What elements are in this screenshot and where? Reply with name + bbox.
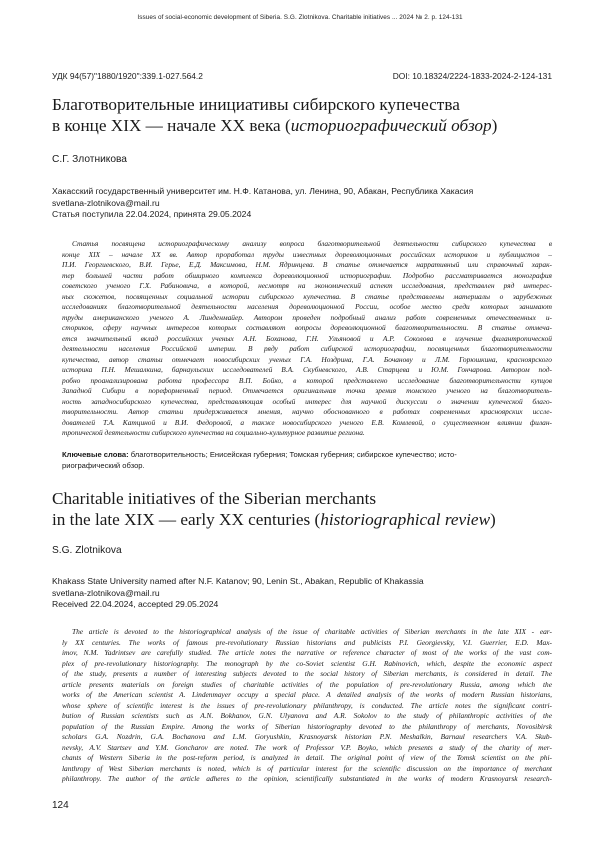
- keywords-line-1: [62, 450, 552, 461]
- abstract-line: philanthropy. The author of the article adheres to the opinion, scientifically substantiated in the works of modern Krasnoyarsk research-: [62, 774, 552, 783]
- abstract-line: chants of Western Siberia in the post-reform period, is analyzed in detail. The original point of view of the Tomsk scientist on the phi-: [62, 753, 552, 762]
- abstract-line: П.И. Георгиевского, В.И. Герье, Е.Д. Максимова, Н.М. Ядринцева. В статье отмечается нарративный или справочный харак-: [62, 260, 552, 269]
- abstract-line: ных сюжетов, посвященных социальной истории сибирского купечества. В статье представлены материалы о зарубежных: [62, 291, 552, 301]
- abstract-line: историка П.Н. Мешалкина, барнаульских исследователей В.А. Скубневского, А.В. Старцева и Ю.М. Гончарова. Автором под-: [62, 365, 552, 374]
- abstract-line: ется значительный вклад российских ученых А.Н. Боханова, Г.Н. Ульяновой и А.Р. Соколова в изучение филантропической: [62, 333, 552, 343]
- abstract-line: деятельности населения Российской империи. В ряду работ сибирской историографии, посвященных благотворительности: [62, 344, 552, 353]
- abstract-line: советского ученого Г.Х. Рабиновича, в которой, несмотря на экономический аспект исследования, представлен ряд интерес-: [62, 281, 552, 290]
- abstract-line: тер большей части работ обширного комплекса дореволюционной историографии. Подробно рассматривается монография: [62, 270, 552, 280]
- affiliation-russian: [52, 186, 552, 221]
- title-russian-line-2: в конце XIX — начале XX века (историографический обзор): [52, 116, 498, 135]
- received-english: Received 22.04.2024, accepted 29.05.2024: [52, 599, 219, 610]
- abstract-line: article presents materials on foreign studies of charitable activities of the population of pre-revolutionary Russia, among which the: [62, 679, 552, 689]
- keywords-line-2: риографический обзор.: [62, 460, 145, 470]
- udk-code: УДК 94(57)"1880/1920":339.1-027.564.2: [52, 71, 203, 81]
- abstract-line: works of the American scientist A. Lindenmayer occupy a special place. A detailed analysis of the works of modern Russian historians,: [62, 690, 552, 699]
- title-english-italic: historiographical review: [320, 510, 491, 529]
- abstract-line: дователей Т.А. Катциной и В.И. Федоровой, а также новосибирского ученого Е.В. Комлевой, о существенном влиянии филан-: [62, 417, 552, 427]
- abstract-line: ность западносибирского купечества, представляющая особый интерес для научной дискуссии о значении купеческой благо-: [62, 396, 552, 406]
- title-russian-italic: историографический обзор: [290, 116, 492, 135]
- abstract-line: whose sphere of scientific interest is the issues of pre-revolutionary philanthropy, is conducted. The article notes the significant contri-: [62, 700, 552, 710]
- abstract-line: lanthropy of West Siberian merchants is noted, which is of particular interest for the scientific discussion on the importance of merchant: [62, 763, 552, 773]
- abstract-line: imov, N.M. Yadrintsev are carefully studied. The article notes the narrative or reference character of most of the works of the vast com-: [62, 648, 552, 657]
- abstract-line: конце XIX – начале XX вв. Автор проработал труды известных дореволюционных российских историков и публицистов –: [62, 249, 552, 259]
- doi-code: DOI: 10.18324/2224-1833-2024-2-124-131: [392, 71, 552, 81]
- abstract-line: купечества, автор статьи отмечает новосибирских ученых Г.А. Ноздрина, Г.А. Бочанову и Л.М. Горюшкина, красноярского: [62, 354, 552, 364]
- abstract-line: The article is devoted to the historiographical analysis of the issue of charitable activities of Siberian merchants in the late XIX - ear-: [72, 627, 552, 636]
- abstract-english: [62, 627, 552, 785]
- abstract-russian: [62, 239, 552, 439]
- title-russian: [52, 94, 552, 136]
- abstract-line: исследованиях благотворительной деятельности населения дореволюционной России, особое место среди которых занимают: [62, 302, 552, 311]
- abstract-line: ly XX centuries. The works of famous pre-revolutionary Russian historians and publicists P.I. Georgievsky, V.I. Guerrier, E.D. Max-: [62, 637, 552, 647]
- title-russian-line-1: Благотворительные инициативы сибирского купечества: [52, 95, 460, 114]
- abstract-line: робно проанализирована работа профессора В.П. Бойко, в которой представлено исследование благотворительности купцов: [62, 375, 552, 385]
- affiliation-english: [52, 576, 552, 611]
- abstract-line: творительности. Автор статьи придерживается мнения, научно обоснованного в работах современных красноярских иссле-: [62, 407, 552, 416]
- email-russian: svetlana-zlotnikova@mail.ru: [52, 197, 160, 208]
- abstract-line: труды американского ученого А. Линденмайер. Автором проведен подробный анализ работ современных отечественных и-: [62, 312, 552, 322]
- affiliation-english-text: Khakass State University named after N.F. Katanov; 90, Lenin St., Abakan, Republic of Khakassia: [52, 576, 424, 586]
- abstract-line: Западной Сибири в пореформенный период. Отмечается оригинальная точка зрения томского ученого на благотворитель-: [62, 386, 552, 395]
- abstract-line: of the study, presents a number of interesting subjects devoted to the social history of Siberian merchants, is considered in detail. The: [62, 669, 552, 678]
- author-english: S.G. Zlotnikova: [52, 545, 122, 556]
- author-russian: С.Г. Злотникова: [52, 154, 127, 165]
- abstract-line: nevsky, A.V. Startsev and Y.M. Goncharov are noted. The work of Professor V.P. Boyko, which presents a study of the charity of mer-: [62, 742, 552, 752]
- affiliation-russian-text: Хакасский государственный университет им. Н.Ф. Катанова, ул. Ленина, 90, Абакан, Республика Хакасия: [52, 186, 474, 196]
- abstract-line: тропической деятельности сибирского купечества на социально-культурное развитие региона.: [62, 428, 365, 437]
- abstract-line: scholars G.A. Nozdrin, G.A. Bochanova and L.M. Goryushkin, Krasnoyarsk historian P.N. Meshalkin, Barnaul researchers V.A. Skub-: [62, 732, 552, 741]
- title-english: [52, 488, 552, 530]
- title-english-line-2: in the late XIX — early XX centuries (historiographical review): [52, 510, 496, 529]
- keywords-russian: [62, 450, 552, 471]
- abstract-line: bution of Russian scientists such as A.N. Bokhanov, G.N. Ulyanova and A.R. Sokolov to the study of philanthropic activities of the: [62, 711, 552, 720]
- running-header: Issues of social-economic development of Siberia. S.G. Zlotnikova. Charitable initiatives ... 2024 № 2. p. 124-131: [137, 14, 463, 21]
- keywords-text: благотворительность; Енисейская губерния; Томская губерния; сибирское купечество; исто-: [128, 450, 457, 459]
- title-english-line-1: Charitable initiatives of the Siberian merchants: [52, 489, 377, 508]
- abstract-line: Статья посвящена историографическому анализу вопроса благотворительной деятельности сибирского купечества в: [72, 239, 552, 248]
- keywords-label: Ключевые слова:: [62, 450, 129, 459]
- abstract-line: plex of pre-revolutionary historiography. The monograph by the co-Soviet scientist G.H. Rabinovich, which, despite the economic aspect: [62, 658, 552, 668]
- page-number: 124: [52, 800, 69, 811]
- abstract-line: сториков, сферу научных интересов которых составляют вопросы дореволюционной благотворительности. В статье отмеча-: [62, 323, 552, 332]
- email-english: svetlana-zlotnikova@mail.ru: [52, 587, 160, 598]
- abstract-line: population of the Russian Empire. Among the works of Siberian historiography devoted to the philanthropy of merchants, Novosibirsk: [62, 721, 552, 731]
- article-codes: [52, 71, 552, 83]
- received-russian: Статья поступила 22.04.2024, принята 29.05.2024: [52, 209, 252, 220]
